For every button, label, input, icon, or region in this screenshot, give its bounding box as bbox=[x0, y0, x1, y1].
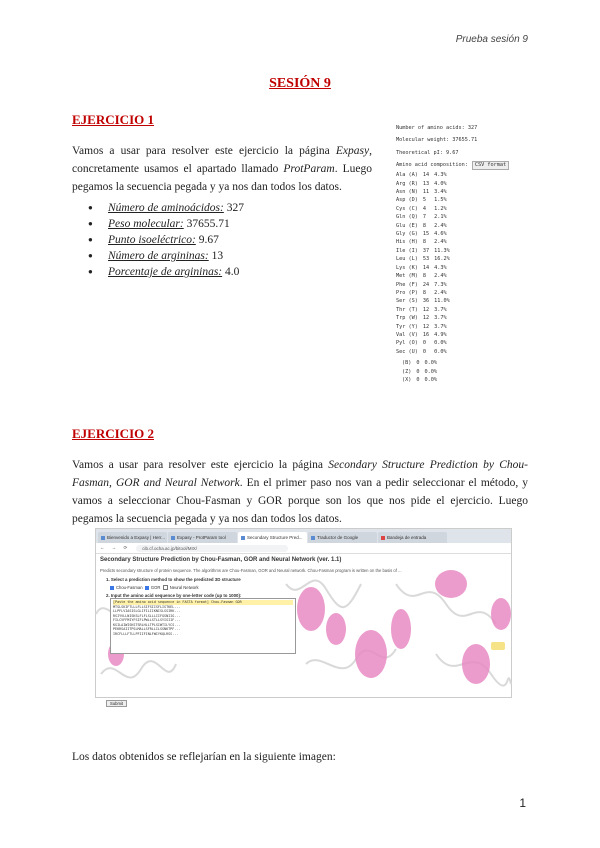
result-value: 327 bbox=[226, 202, 244, 214]
amino-acid-name: Pro (P) bbox=[396, 289, 418, 296]
amino-acid-count: 7 bbox=[422, 214, 426, 221]
amino-acid-percent: 2.4% bbox=[434, 239, 447, 246]
amino-acid-count: 0 bbox=[416, 368, 420, 375]
amino-acid-name: Lys (K) bbox=[396, 264, 418, 271]
method-options: Chou-Fasman GOR Neural Network bbox=[110, 585, 199, 590]
submit-button[interactable]: Submit bbox=[106, 700, 127, 707]
intro-text: , concretamente usamos el apartado llamado bbox=[72, 145, 372, 175]
page-number: 1 bbox=[519, 796, 526, 810]
composition-row bbox=[396, 331, 455, 339]
browser-tab[interactable]: Expasy - ProtParam tool bbox=[168, 532, 237, 543]
exercise-2-intro bbox=[72, 456, 528, 528]
result-value: 9.67 bbox=[198, 234, 219, 246]
composition-row bbox=[396, 213, 455, 221]
amino-acid-percent: 2.1% bbox=[434, 214, 447, 221]
amino-acid-count: 15 bbox=[422, 231, 430, 238]
amino-acid-percent: 3.7% bbox=[434, 315, 447, 322]
amino-acid-count: 16 bbox=[422, 331, 430, 338]
amino-acid-percent: 2.4% bbox=[434, 222, 447, 229]
amino-acid-percent: 0.0% bbox=[434, 340, 447, 347]
amino-acid-name: (X) bbox=[402, 376, 412, 383]
tool-name: Secondary Structure Prediction by Chou-Fasman, GOR and Neural Network bbox=[72, 459, 528, 489]
amino-acid-count: 0 bbox=[416, 376, 420, 383]
amino-acid-name: Val (V) bbox=[396, 331, 418, 338]
composition-row bbox=[396, 205, 455, 213]
session-title: SESIÓN 9 bbox=[269, 76, 331, 91]
amino-acid-percent: 4.0% bbox=[434, 180, 447, 187]
amino-acid-count: 53 bbox=[422, 256, 430, 263]
amino-acid-count: 4 bbox=[422, 205, 426, 212]
amino-acid-percent: 1.5% bbox=[434, 197, 447, 204]
tool-page bbox=[96, 554, 511, 706]
pi-line: Theoretical pI: 9.67 bbox=[396, 149, 459, 156]
amino-acid-percent: 0.0% bbox=[424, 376, 437, 383]
tool-page-title: Secondary Structure Prediction by Chou-Fasman, GOR and Neural Network (ver. 1.1) bbox=[100, 557, 342, 563]
amino-acid-name: Pyl (O) bbox=[396, 340, 418, 347]
num-aa-line: Number of amino acids: 327 bbox=[396, 125, 478, 131]
composition-row bbox=[396, 222, 455, 230]
composition-row bbox=[396, 323, 455, 331]
amino-acid-percent: 11.3% bbox=[434, 247, 450, 254]
amino-acid-count: 37 bbox=[422, 247, 430, 254]
result-item bbox=[88, 248, 244, 264]
composition-row bbox=[396, 339, 455, 347]
browser-tab[interactable]: Bandeja de entrada bbox=[378, 532, 447, 543]
composition-row bbox=[396, 314, 455, 322]
composition-row bbox=[396, 348, 455, 356]
amino-acid-percent: 16.2% bbox=[434, 256, 450, 263]
composition-row bbox=[396, 264, 455, 272]
amino-acid-percent: 0.0% bbox=[424, 360, 437, 367]
amino-acid-percent: 3.7% bbox=[434, 306, 447, 313]
checkbox-checked-icon[interactable] bbox=[110, 586, 114, 590]
result-item bbox=[88, 232, 244, 248]
address-bar bbox=[96, 543, 511, 554]
amino-acid-count: 12 bbox=[422, 306, 430, 313]
composition-title: Amino acid composition: bbox=[396, 162, 468, 169]
composition-row bbox=[396, 255, 455, 263]
tab-favicon-icon bbox=[171, 536, 175, 540]
amino-acid-name: (B) bbox=[402, 360, 412, 367]
mail-icon bbox=[381, 536, 385, 540]
browser-tab-active[interactable]: Secondary Structure Pred... bbox=[238, 532, 307, 543]
results-list bbox=[88, 200, 244, 280]
amino-acid-percent: 4.6% bbox=[434, 231, 447, 238]
amino-acid-count: 13 bbox=[422, 180, 430, 187]
amino-acid-percent: 1.2% bbox=[434, 205, 447, 212]
result-label: Número de aminoácidos: bbox=[108, 202, 224, 214]
expasy-name: Expasy bbox=[335, 145, 370, 157]
intro-text: . En el primer paso nos van a pedir seleccionar el método, y vamos a seleccionar Chou-Fasman y GOR porque son los que nos pide el ejercicio. Luego pegamos la secuencia pegada y ya nos dan todos los datos. bbox=[72, 477, 528, 525]
amino-acid-name: Thr (T) bbox=[396, 306, 418, 313]
result-value: 13 bbox=[211, 250, 224, 262]
protparam-screenshot bbox=[396, 124, 532, 383]
tab-favicon-icon bbox=[101, 536, 105, 540]
tab-favicon-icon bbox=[241, 536, 245, 540]
amino-acid-name: Trp (W) bbox=[396, 315, 418, 322]
amino-acid-percent: 4.3% bbox=[434, 172, 447, 179]
amino-acid-name: Arg (R) bbox=[396, 180, 418, 187]
intro-text: Vamos a usar para resolver este ejercicio la página bbox=[72, 145, 336, 157]
amino-acid-count: 0 bbox=[416, 360, 420, 367]
browser-tab[interactable]: Traductor de Google bbox=[308, 532, 377, 543]
mw-line: Molecular weight: 37655.71 bbox=[396, 137, 478, 144]
amino-acid-percent: 4.3% bbox=[434, 264, 447, 271]
intro-text: Vamos a usar para resolver este ejercicio la página bbox=[72, 459, 329, 471]
amino-acid-percent: 4.9% bbox=[434, 331, 447, 338]
amino-acid-percent: 7.3% bbox=[434, 281, 447, 288]
amino-acid-name: Gln (Q) bbox=[396, 214, 418, 221]
browser-screenshot bbox=[95, 528, 512, 706]
nav-arrows-icon[interactable]: ← → ⟳ bbox=[100, 545, 131, 550]
amino-acid-count: 0 bbox=[422, 348, 426, 355]
composition-table bbox=[396, 171, 455, 356]
amino-acid-name: Ile (I) bbox=[396, 247, 418, 254]
amino-acid-name: Gly (G) bbox=[396, 231, 418, 238]
amino-acid-percent: 11.0% bbox=[434, 298, 450, 305]
step-1-label: 1. Select a prediction method to show the predicted 3D structure bbox=[106, 577, 241, 582]
result-label: Peso molecular: bbox=[108, 218, 184, 230]
amino-acid-name: Phe (F) bbox=[396, 281, 418, 288]
composition-row bbox=[396, 281, 455, 289]
amino-acid-percent: 0.0% bbox=[424, 368, 437, 375]
exercise-1-heading: EJERCICIO 1 bbox=[72, 112, 154, 127]
sequence-header: [Paste the amino acid sequence in FASTA format] Chou-Fasman GOR bbox=[113, 600, 293, 605]
tool-page-intro: Predicts secondary structure of protein sequence. The algorithms are Chou-Fasman, GOR and Neural network. Chou-Fasman program is written on the basis of ... bbox=[100, 568, 402, 573]
csv-format-button[interactable]: CSV format bbox=[472, 161, 509, 170]
amino-acid-name: Ser (S) bbox=[396, 298, 418, 305]
step-2-label: 2. Input the amino acid sequence by one-letter code (up to 1000): bbox=[106, 593, 242, 598]
composition-row bbox=[402, 376, 442, 384]
protparam-name: ProtParam bbox=[283, 163, 335, 175]
amino-acid-count: 12 bbox=[422, 315, 430, 322]
result-value: 37655.71 bbox=[186, 218, 230, 230]
intro-text: . Luego pegamos la secuencia pegada y ya nos dan todos los datos. bbox=[72, 163, 372, 193]
amino-acid-name: Asp (D) bbox=[396, 197, 418, 204]
amino-acid-count: 14 bbox=[422, 264, 430, 271]
tab-favicon-icon bbox=[311, 536, 315, 540]
exercise-2-heading: EJERCICIO 2 bbox=[72, 426, 154, 441]
amino-acid-percent: 3.4% bbox=[434, 189, 447, 196]
composition-row bbox=[396, 306, 455, 314]
composition-row bbox=[402, 359, 442, 367]
amino-acid-name: Glu (E) bbox=[396, 222, 418, 229]
amino-acid-percent: 2.4% bbox=[434, 289, 447, 296]
amino-acid-count: 8 bbox=[422, 239, 426, 246]
amino-acid-count: 36 bbox=[422, 298, 430, 305]
exercise-1-intro bbox=[72, 142, 372, 196]
composition-row bbox=[402, 368, 442, 376]
amino-acid-count: 5 bbox=[422, 197, 426, 204]
amino-acid-count: 8 bbox=[422, 222, 426, 229]
checkbox-unchecked-icon[interactable] bbox=[163, 585, 168, 590]
amino-acid-count: 11 bbox=[422, 189, 430, 196]
composition-row bbox=[396, 238, 455, 246]
result-item bbox=[88, 200, 244, 216]
composition-row bbox=[396, 180, 455, 188]
browser-tabbar bbox=[96, 529, 511, 543]
composition-row bbox=[396, 188, 455, 196]
composition-row bbox=[396, 171, 455, 179]
checkbox-checked-icon[interactable] bbox=[145, 586, 149, 590]
amino-acid-name: His (H) bbox=[396, 239, 418, 246]
amino-acid-name: Ala (A) bbox=[396, 172, 418, 179]
amino-acid-count: 8 bbox=[422, 273, 426, 280]
amino-acid-count: 0 bbox=[422, 340, 426, 347]
composition-row bbox=[396, 289, 455, 297]
amino-acid-name: Met (M) bbox=[396, 273, 418, 280]
url-input[interactable]: cib.cf.ocha.ac.jp/bitool/MIX/ bbox=[136, 545, 288, 552]
result-label: Número de argininas: bbox=[108, 250, 209, 262]
result-item bbox=[88, 216, 244, 232]
amino-acid-count: 24 bbox=[422, 281, 430, 288]
sequence-textarea[interactable]: [Paste the amino acid sequence in FASTA format] Chou-Fasman GOR MTSLSKIFTLLLFLLSIFSIISFLISTKEL... LLPFLVIASISLGLIFILIIKNISLSSIRK... RSIYVLLNISKSLFLFLSLLLIIFGSNIIG... FILCVFFMIYFSIFLPWLLSTLLSYISIIF... KSILAIWISKSTSRLHLLTPLSIWTILYCS... PEKRSAIITPSLMALLSFRLLILSSNKTPF... IRCFLLLFTLLPFIIFINLFWIYKQLRSS... bbox=[110, 598, 296, 654]
exercise-2-outro: Los datos obtenidos se reflejarían en la siguiente imagen: bbox=[72, 751, 336, 763]
amino-acid-count: 8 bbox=[422, 289, 426, 296]
browser-tab[interactable]: Bienvenido a Expasy | Herr... bbox=[98, 532, 167, 543]
composition-row bbox=[396, 272, 455, 280]
amino-acid-count: 12 bbox=[422, 323, 430, 330]
amino-acid-name: Sec (U) bbox=[396, 348, 418, 355]
result-label: Porcentaje de argininas: bbox=[108, 266, 223, 278]
composition-row bbox=[396, 230, 455, 238]
amino-acid-percent: 3.7% bbox=[434, 323, 447, 330]
composition-row bbox=[396, 297, 455, 305]
composition-row bbox=[396, 196, 455, 204]
amino-acid-percent: 2.4% bbox=[434, 273, 447, 280]
amino-acid-name: Leu (L) bbox=[396, 256, 418, 263]
composition-extra-table bbox=[402, 359, 442, 384]
amino-acid-name: Cys (C) bbox=[396, 205, 418, 212]
result-value: 4.0 bbox=[225, 266, 240, 278]
amino-acid-count: 14 bbox=[422, 172, 430, 179]
result-item bbox=[88, 264, 244, 280]
amino-acid-name: Tyr (Y) bbox=[396, 323, 418, 330]
page-header-note: Prueba sesión 9 bbox=[455, 34, 528, 45]
amino-acid-name: Asn (N) bbox=[396, 189, 418, 196]
result-label: Punto isoeléctrico: bbox=[108, 234, 196, 246]
composition-row bbox=[396, 247, 455, 255]
amino-acid-percent: 0.0% bbox=[434, 348, 447, 355]
amino-acid-name: (Z) bbox=[402, 368, 412, 375]
